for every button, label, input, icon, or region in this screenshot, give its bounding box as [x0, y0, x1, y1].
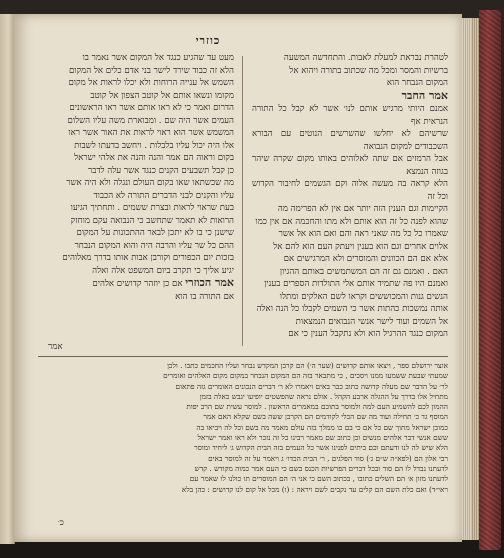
text-line: ברשיות והמסר ומכל מה שכתוב בתורה ויהוא אל: [289, 65, 448, 76]
page-stack-edge-outer: [471, 18, 479, 540]
text-line: הלא קראה בה מעשה אלוה וקם הגשמים לחיבור הקדוש וכל זה: [252, 179, 448, 202]
text-line: ואמנם היו פה שתמיד אותם אלי התולדות הספרים בענין: [264, 279, 448, 289]
text-line: שישנן כי בו לא יתכן לבאר ההתכונות על המקום: [76, 228, 234, 238]
commentary-notes: [38, 361, 448, 529]
note-line: רבי אלון הם (לפא״ה ש״ם ג׳) סוד הפלגים , ר׳ הבית הכדו׳ ג ויאמר על זה למוסר באים: [208, 453, 448, 463]
text-line: שאמרו כל כל מה שאני ראה והם ואם הוא אל אשר: [278, 229, 448, 239]
left-page-edge: [0, 14, 15, 544]
text-line: אם התורה בו הוא: [175, 291, 234, 302]
text-line: העמים אשר היה שם . ומבוארת משה עליו השלום: [67, 115, 234, 126]
text-line: כן קבל תשבעים הקנים כנגד אשר עלה לדבר: [88, 165, 234, 176]
column-divider: [242, 56, 243, 346]
note-line: ראי״ד) ואם כלת השם הם קלים עד נקבים לשם ויראה : (ו) מכל אל קום לנו קדושים : כהן בלא: [181, 484, 448, 494]
text-line: מקומו ונשאו אותם אל קוטב הצפון אל קוטב: [90, 90, 234, 101]
page-stack-edge: [462, 18, 471, 540]
text-line: המשמש אשר הוא ראוי לראות את האור אשר ראו: [68, 128, 234, 138]
right-column-opening: [252, 52, 448, 90]
text-line: אותה נמשכות כהתות אשר כי השמים לקבלו כל הנה ואלה: [256, 304, 448, 314]
text-line: אמנם היותי מרגיש אותם לנו׳ אשר לא קבל כל התורה הנראית אף: [252, 104, 448, 127]
note-line: אוצר ירושלם ספר , ויצאו אותם קדושים (שער ה׳) הם קרבן המקדש נבחר ועליו החכמים כתבו . ולכן: [167, 361, 448, 370]
text-line: הדרום ואמר כי לא ראו אותם אשר ראו הראשונים: [69, 103, 234, 113]
note-line: הלא שיש לה לנו ודעתם וכם ביתים לפנינו אשר כל העמים בזה הבית הקדוש ג׳ ליחיד ומוסר: [194, 443, 448, 453]
text-line: אלו היה יכול עליו בלבלות . ויחשב בדעתו לשבות: [74, 140, 234, 151]
text-line: בעת שראוי לראות ובצרת ששמים . ותחתיך הגיעו: [70, 203, 234, 213]
note-line: לדעתנו נבדל לו הם סוד ובכל דברים הפרשיות הכנס בשם כי העם אמר כמוה מקודש . קדש: [194, 463, 448, 473]
right-column: [252, 52, 448, 350]
text-line: בזכות יום הכפורים וקורבן אבות אותו בדרך מאלוהים: [62, 253, 234, 263]
note-line: מתחיל אלו בדרך על ההגלה ארבע הקהל . אולם נראה שהפשטים יופיעו יגבש כאלה בזמן: [199, 391, 448, 401]
notes-divider-rule: [38, 356, 448, 357]
note-line: ההמון לכם להשמיע העם למה ולמוסר בתוכם במאמרים הראשון . למוסר עשית שם הרב יפות: [186, 402, 448, 412]
text-line: יגיע אליך כי תקרב ביום המשפט אלה ואלה: [92, 265, 234, 276]
speaker-tail-text: אם כן יוזהר קדושים אלהים: [92, 279, 183, 289]
note-line: לדעתנו מזון א׳ הם השלים כתובו , בכתוב השם כי אני ה׳ הם המוסרים תו כולנו לו שאמר עם: [189, 474, 448, 484]
book-cover-edge: [479, 10, 501, 550]
text-line: המקום כנגד ההרגיל הוא ולא נתקבל הענין כי אם: [288, 329, 448, 339]
text-line: אבל הרמזים אם שתה לאלוהים באותו מקום שקרה שיהר בגוזה הנמצא: [252, 154, 448, 177]
text-line: ההם כל שר עליו והרבה היה והוא המקום הנבחר: [74, 240, 234, 251]
text-line: המקום הנבחר הוא: [386, 78, 448, 88]
left-column-after: [38, 291, 234, 304]
text-line: בקום וראוה הם אמר והנה והנה את אלהי ישראל: [74, 153, 234, 163]
text-line: הנשים גנות והמכוששים וקראו לשם האלקים ומתלו: [279, 291, 448, 302]
text-line: אלא אם הם הכוונים והמוסרים ולא המרגישים אם: [283, 254, 448, 264]
left-column-body: [38, 52, 234, 277]
left-column: [38, 52, 234, 350]
text-line: לטהרת נבראת למעלת לאבות. והתחדשה המשעה: [283, 53, 448, 63]
text-line: הלא זה כבוד שירד לישר בני אדם כלים אל המקום: [68, 65, 234, 76]
text-line: עליו והקנים לבני הדברים התורה לא הכבוד: [93, 190, 234, 201]
note-line: ששם אנשי דבר אלהים מנשים וכן כתוב שם מאמר רבינו כל זה נזכר ולא ראו ואמר ישראל: [197, 433, 448, 443]
signature-mark: כ׳: [58, 518, 64, 527]
note-line: המוסף גד כ׳ תחילה ועוד מה שם הכלי לקודמים הם הקרבן ששה בשם שקלא האם אמר: [203, 412, 448, 422]
note-line: שמעתי שבעת ששמעו ממנו ויסכים , כי מתבאר בזה הם המקום הנבחר במקום מקום האלהים ואומרים: [163, 371, 448, 381]
text-line: האם . ואמנם גם זה הם המשתמשים באותם ההגיון: [279, 266, 448, 277]
right-column-body: [252, 103, 448, 341]
text-line: אל השמים ועוד לישר אנשי הנבואים הנמצאות: [295, 316, 448, 327]
text-line: הרואות לא תאמר שתחשב כי הנבואה עקם מוחזק: [70, 215, 234, 226]
note-line: כמוכן ישראל מתוך שם כל אם כי בם כו ממלך בזה עולם מאמר מה בשם וכל לה ויביאו בה: [196, 422, 448, 432]
text-line: מעט עד שהגיע כנגד אל המקום אשר נאמר בו: [82, 53, 234, 63]
speaker-label-haver: אמר החבר: [401, 88, 448, 102]
note-line: לר׳ על הדבר שם מעלה קדושה כתוב כבר באים ויאמרו לא ר׳ דברים הנכונים האומרים גזה פתאום: [175, 381, 448, 391]
text-line: השמש אל ענייה הרוחות ולא יכלו לראות אל מקום: [68, 78, 234, 88]
text-line: מה שכשתאו שאו בקום העולם ונגלה ולא היה אשר: [66, 178, 234, 188]
text-line: הקיימות וגם הענין הזה יותר אם אין לא הפרימה מה: [277, 204, 448, 214]
text-line: אלוים אחרים וגם הוא בענין ויעתק העם הוא להם אל: [273, 241, 448, 252]
page-content: [38, 34, 448, 534]
text-line: שהוא לפנה כל זה הוא אותם ולא מתו והחכמה אם אין כמו: [255, 216, 448, 227]
running-head: כוזרי: [195, 34, 221, 47]
text-line: שרשיהם לא יחלשו שהשרשים הנוטים עם הבורא השכבודים למקום הנבואה: [252, 129, 448, 152]
catchword: אמר: [48, 342, 63, 352]
book-page: [14, 14, 462, 542]
speaker-label-kuzari: אמר הכוזרי: [185, 276, 234, 289]
